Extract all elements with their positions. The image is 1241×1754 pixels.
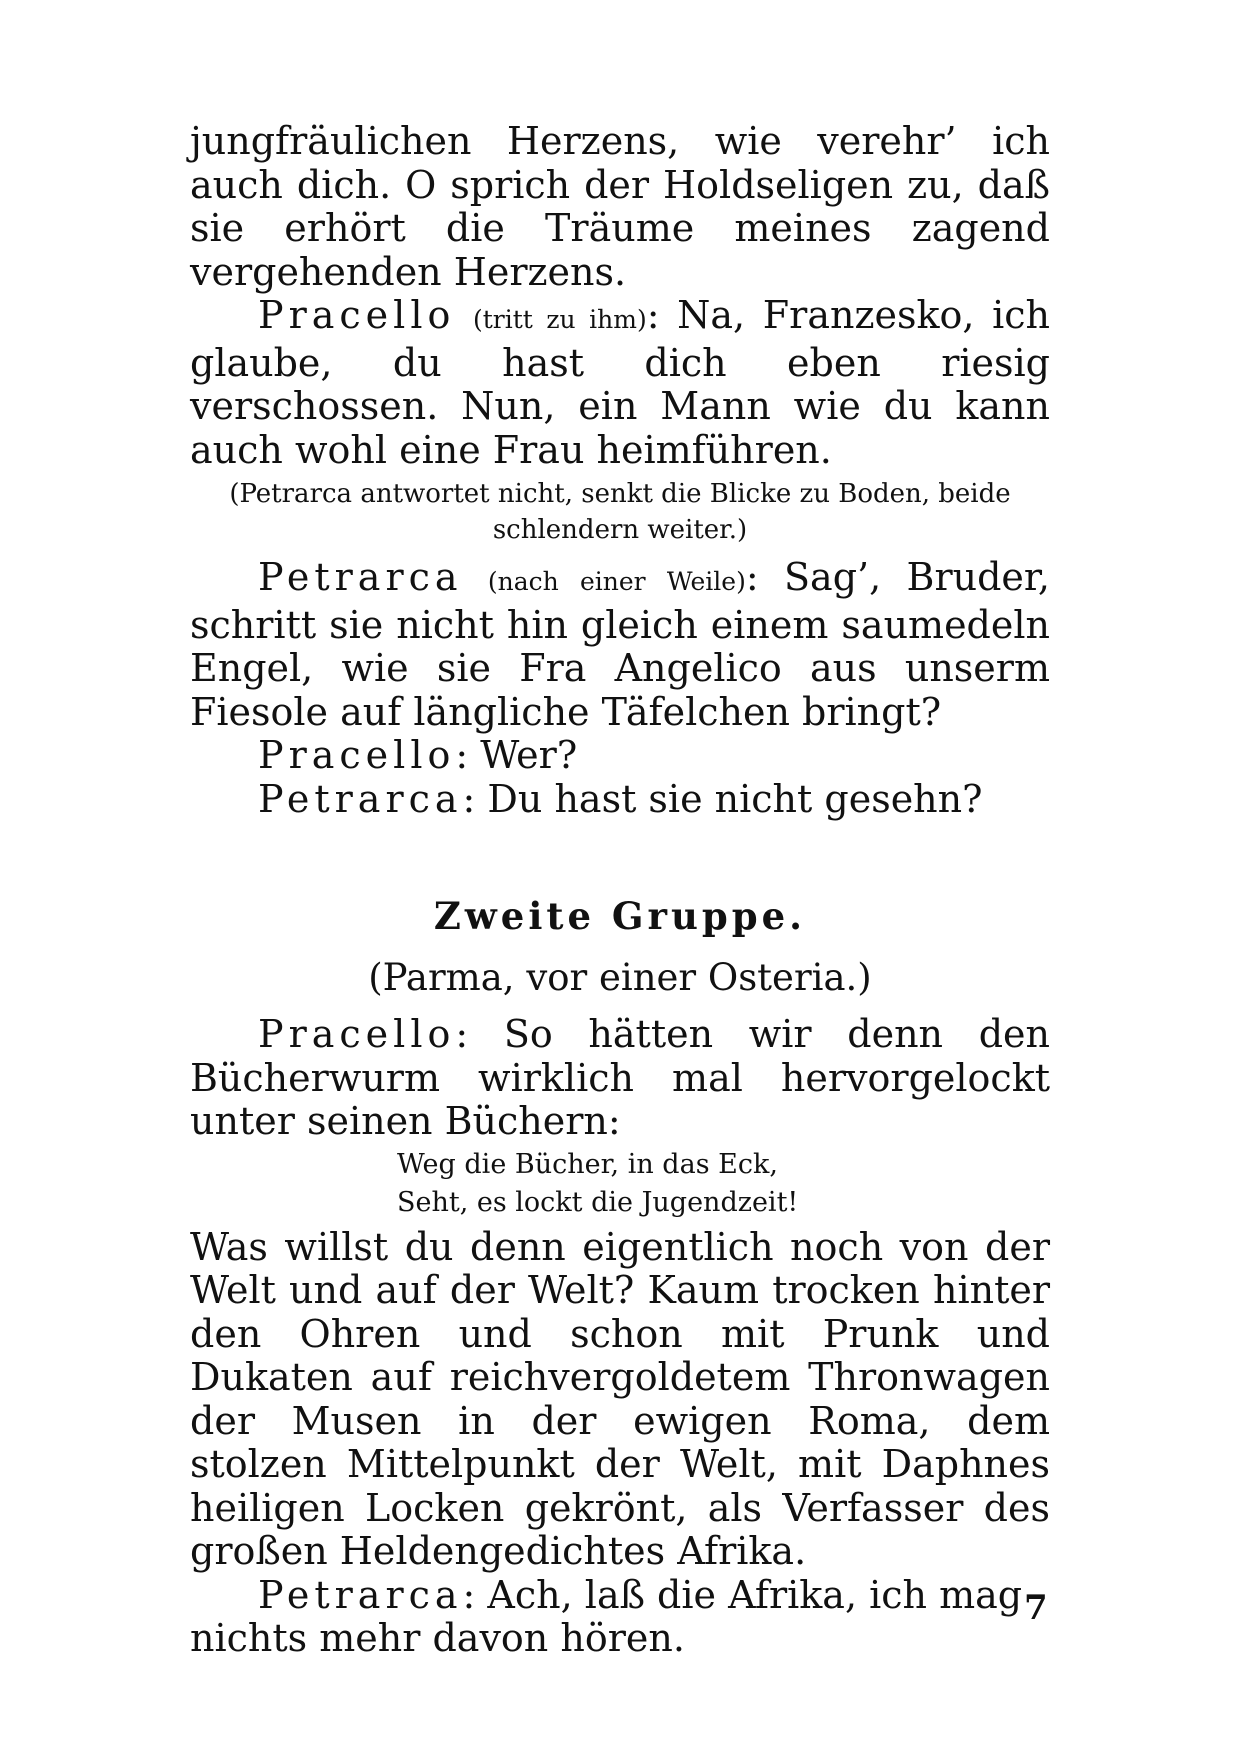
speaker-name: Petrarca bbox=[258, 555, 463, 599]
speaker-name: Petrarca bbox=[258, 776, 463, 821]
page-number: 7 bbox=[1024, 1588, 1048, 1628]
paragraph-petrarca-3 bbox=[190, 1574, 1050, 1661]
verse-line: Seht, es lockt die Jugendzeit! bbox=[397, 1186, 799, 1218]
speaker-name: Petrarca bbox=[258, 1572, 463, 1617]
dialogue-text: : Ach, laß die Afrika, ich mag nichts mehr davon hören. bbox=[190, 1572, 1023, 1660]
paragraph-pracello-1 bbox=[190, 294, 1050, 472]
speaker-name: Pracello bbox=[258, 1012, 456, 1056]
paragraph-pracello-4: Was willst du denn eigentlich noch von der Welt und auf der Welt? Kaum trocken hinter den Ohren und schon mit Prunk und Dukaten auf reichvergoldetem Thronwagen der Musen in der ewigen Roma, dem stolzen Mittelpunkt der Welt, mit Daphnes heiligen Locken gekrönt, als Verfasser des großen Heldengedichtes Afrika. bbox=[190, 1224, 1050, 1573]
inline-stage-direction: (nach einer Weile) bbox=[487, 567, 746, 596]
paragraph-continuation: jungfräulichen Herzens, wie verehr’ ich auch dich. O sprich der Holdseligen zu, daß sie erhört die Träume meines zagend vergehenden Herzens. bbox=[190, 119, 1050, 294]
dialogue-text: : Sag’, Bruder, schritt sie nicht hin gleich einem saumedeln Engel, wie sie Fra Angelico aus unserm Fiesole auf längliche Täfelchen bringt? bbox=[190, 555, 1050, 734]
stage-direction: (Petrarca antwortet nicht, senkt die Blicke zu Boden, beide schlendern weiter.) bbox=[229, 479, 1011, 545]
paragraph-pracello-3 bbox=[190, 1013, 1050, 1144]
paragraph-pracello-2 bbox=[190, 734, 1050, 778]
scene-heading: Zweite Gruppe. bbox=[433, 894, 807, 938]
dialogue-text: : Na, Franzesko, ich glaube, du hast dich eben riesig verschossen. Nun, ein Mann wie du kann auch wohl eine Frau heimführen. bbox=[190, 293, 1050, 472]
inline-stage-direction: (tritt zu ihm) bbox=[473, 305, 647, 334]
scene-location: (Parma, vor einer Osteria.) bbox=[368, 956, 872, 999]
dialogue-text: : So hätten wir denn den Bücherwurm wirklich mal hervorgelockt unter seinen Büchern: bbox=[190, 1012, 1050, 1143]
verse-quote bbox=[190, 1146, 1050, 1222]
paragraph-petrarca-1 bbox=[190, 556, 1050, 734]
book-page bbox=[190, 120, 1050, 1661]
paragraph-petrarca-2 bbox=[190, 778, 1050, 822]
speaker-name: Pracello bbox=[258, 293, 456, 337]
verse-line: Weg die Bücher, in das Eck, bbox=[397, 1148, 778, 1180]
dialogue-text: : Du hast sie nicht gesehn? bbox=[462, 776, 983, 821]
dialogue-text: : Wer? bbox=[455, 733, 578, 777]
speaker-name: Pracello bbox=[258, 733, 456, 777]
